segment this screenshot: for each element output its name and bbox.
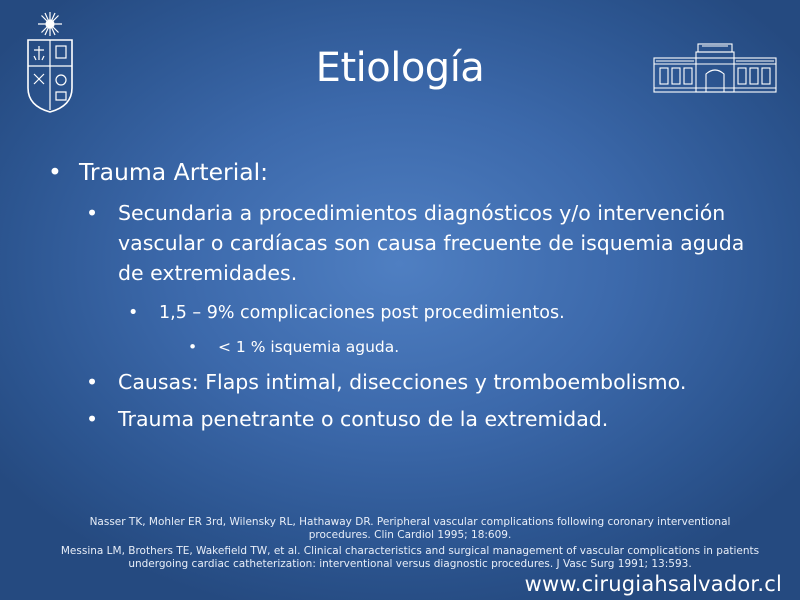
bullet-text: Causas: Flaps intimal, disecciones y tromboembolismo. [118, 370, 687, 394]
bullet-text: Trauma Arterial: [79, 158, 269, 186]
footer-website: www.cirugiahsalvador.cl [524, 572, 782, 596]
bullet-level2 [86, 404, 766, 434]
bullet-dot: • [86, 201, 99, 225]
reference-item: Nasser TK, Mohler ER 3rd, Wilensky RL, Hathaway DR. Peripheral vascular complications following coronary interventional procedures. Clin Cardiol 1995; 18:609. [89, 516, 731, 541]
bullet-text: Secundaria a procedimientos diagnósticos y/o intervención vascular o cardíacas son causa frecuente de isquemia aguda de extremidades. [118, 201, 745, 285]
bullet-text: 1,5 – 9% complicaciones post procedimientos. [159, 303, 565, 323]
bullet-dot: • [86, 370, 99, 394]
bullet-level2 [86, 198, 766, 288]
bullet-text: Trauma penetrante o contuso de la extremidad. [118, 407, 609, 431]
bullet-level3 [128, 299, 565, 327]
bullet-level1 [48, 155, 268, 189]
bullet-dot: • [48, 158, 62, 186]
slide-title: Etiología [315, 45, 485, 91]
bullet-dot: • [188, 338, 198, 356]
bullet-level2 [86, 367, 766, 397]
reference-item: Messina LM, Brothers TE, Wakefield TW, et al. Clinical characteristics and surgical management of vascular complications in patients undergoing cardiac catheterization: interventional versus diagnostic procedures. J Vasc Surg 1991; 13:593. [60, 545, 760, 570]
bullet-level4 [188, 334, 399, 360]
bullet-dot: • [86, 407, 99, 431]
references [60, 516, 760, 574]
bullet-text: < 1 % isquemia aguda. [218, 338, 400, 356]
bullet-dot: • [128, 303, 139, 323]
